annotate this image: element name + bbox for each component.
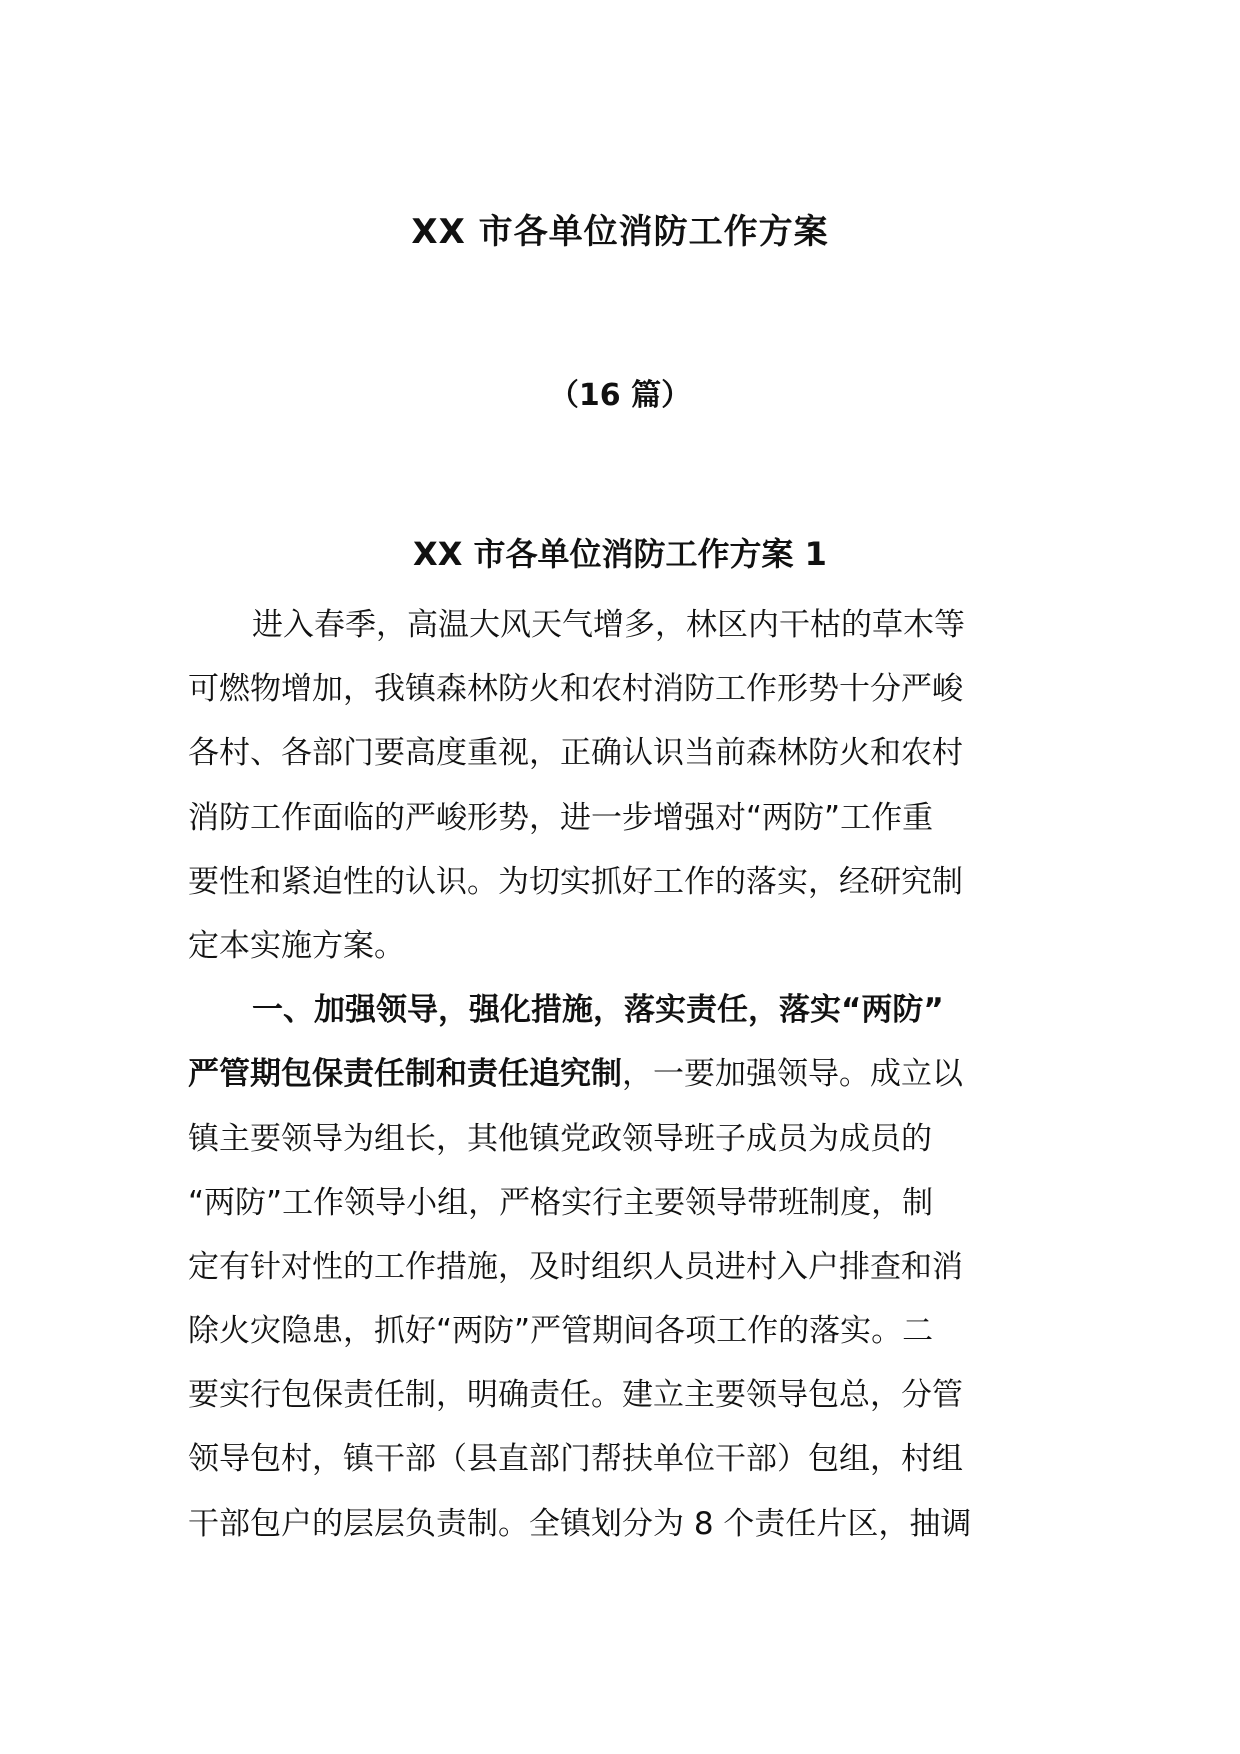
heading-line: 一、加强领导，强化措施，落实责任，落实“两防” bbox=[252, 992, 944, 1029]
mixed-line bbox=[188, 1042, 1052, 1106]
paragraph-line: 各村、各部门要高度重视，正确认识当前森林防火和农村 bbox=[188, 735, 963, 772]
paragraph-line: 除火灾隐患，抓好“两防”严管期间各项工作的落实。二 bbox=[188, 1313, 934, 1350]
paragraph-line: 要性和紧迫性的认识。为切实抓好工作的落实，经研究制 bbox=[188, 863, 963, 900]
paragraph-line: 领导包村，镇干部（县直部门帮扶单位干部）包组，村组 bbox=[188, 1441, 963, 1478]
paragraph-line: 定本实施方案。 bbox=[188, 927, 405, 964]
paragraph-line: 进入春季，高温大风天气增多，林区内干枯的草木等 bbox=[252, 607, 965, 643]
paragraph-line: 消防工作面临的严峻形势，进一步增强对“两防”工作重 bbox=[188, 799, 934, 836]
paragraph-text: ，一要加强领导。成立以 bbox=[622, 1056, 963, 1093]
document-count: （16 篇） bbox=[548, 378, 692, 413]
paragraph-line: 要实行包保责任制，明确责任。建立主要领导包总，分管 bbox=[188, 1377, 963, 1414]
heading-line-end: 严管期包保责任制和责任追究制 bbox=[188, 1056, 622, 1093]
paragraph-line: 定有针对性的工作措施，及时组织人员进村入户排查和消 bbox=[188, 1248, 963, 1285]
paragraph-line: 镇主要领导为组长，其他镇党政领导班子成员为成员的 bbox=[188, 1120, 932, 1157]
document-title: XX 市各单位消防工作方案 bbox=[411, 212, 829, 252]
section-title: XX 市各单位消防工作方案 1 bbox=[413, 535, 827, 573]
paragraph-line: 可燃物增加，我镇森林防火和农村消防工作形势十分严峻 bbox=[188, 671, 963, 708]
paragraph-line: 干部包户的层层负责制。全镇划分为 8 个责任片区，抽调 bbox=[188, 1505, 972, 1542]
body-text bbox=[188, 593, 1052, 1556]
paragraph-line: “两防”工作领导小组，严格实行主要领导带班制度，制 bbox=[188, 1184, 934, 1221]
